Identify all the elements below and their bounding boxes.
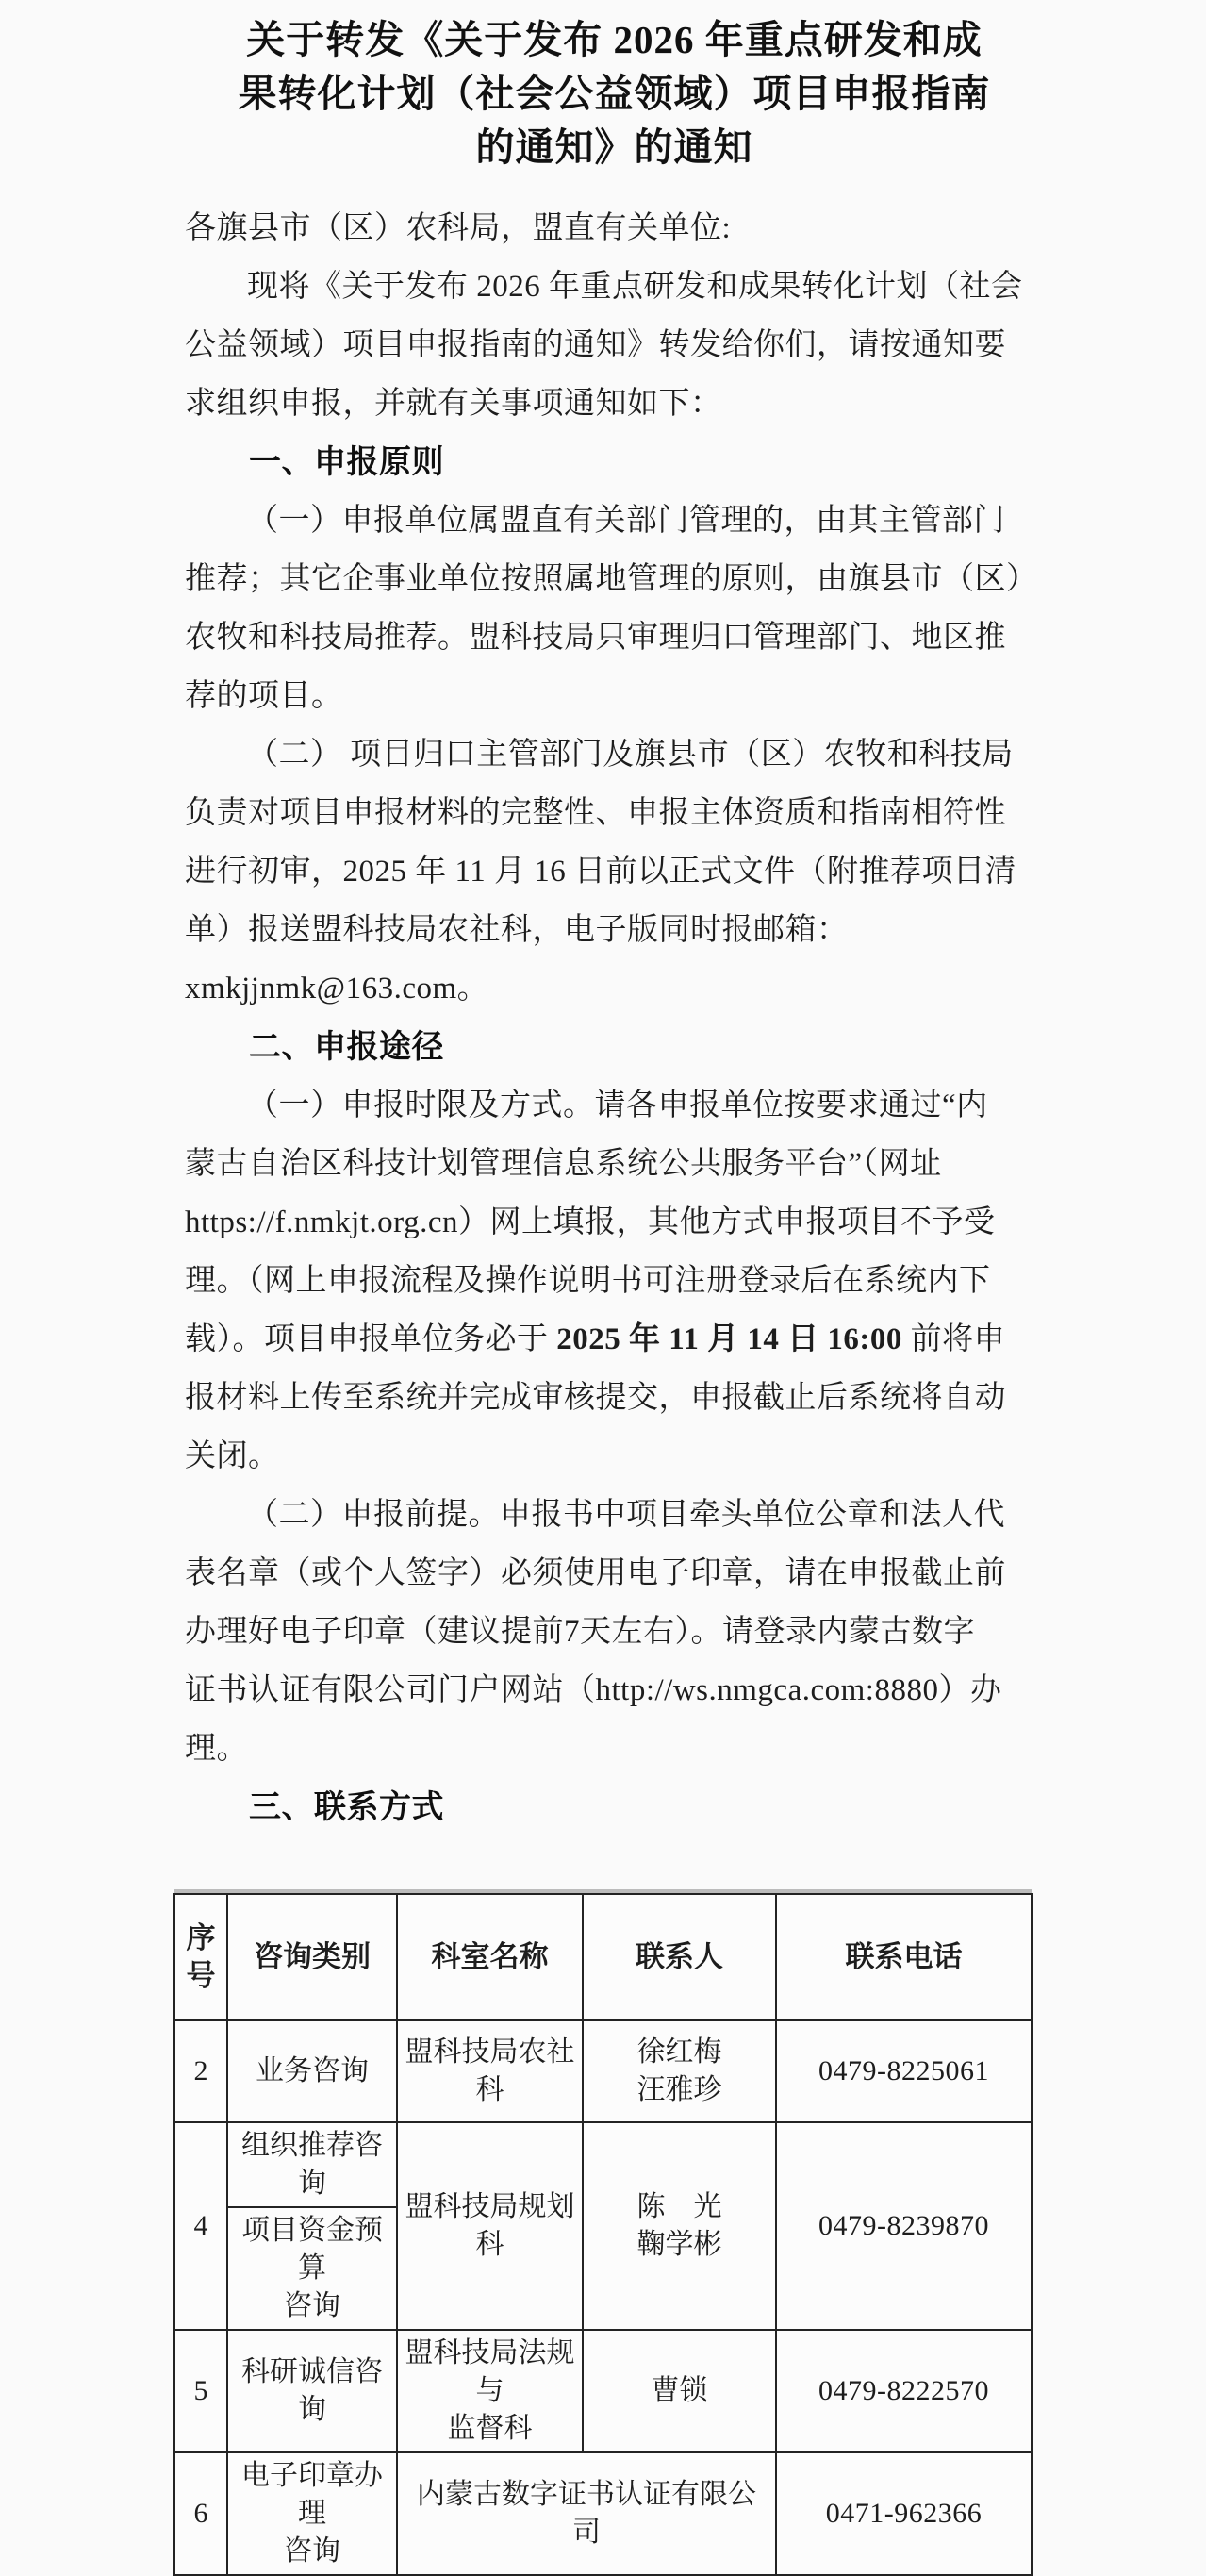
section-2-heading: 二、申报途径 xyxy=(249,1028,444,1066)
cell-office-merged: 内蒙古数字证书认证有限公司 xyxy=(397,2452,776,2575)
cell-phone: 0479-8225061 xyxy=(776,2020,1032,2122)
header-contact: 联系人 xyxy=(583,1894,776,2020)
cell-seq: 5 xyxy=(174,2330,227,2452)
cell-category-lower: 项目资金预算 咨询 xyxy=(227,2207,397,2330)
document-title: 关于转发《关于发布 2026 年重点研发和成 果转化计划（社会公益领域）项目申报指南 的通知》的通知 xyxy=(238,18,991,169)
table-header-row xyxy=(174,1894,1032,2020)
cell-category: 科研诚信咨询 xyxy=(227,2330,397,2452)
cell-seq: 2 xyxy=(174,2020,227,2122)
cell-category: 电子印章办理 咨询 xyxy=(227,2452,397,2575)
cell-office: 盟科技局农社科 xyxy=(397,2020,583,2122)
cell-phone: 0471-962366 xyxy=(776,2452,1032,2575)
header-category: 咨询类别 xyxy=(227,1894,397,2020)
contact-table xyxy=(173,1893,1033,2576)
section-1-item-2: （二） 项目归口主管部门及旗县市（区）农牧和科技局 负责对项目申报材料的完整性、申报主体资质和指南相符性 进行初审，2025 年 11 月 16 日前以正式文件（附推荐项目清 单）报送盟科技局农社科，电子版同时报邮箱： xmkjjnmk@163.com。 xyxy=(185,738,1017,1005)
intro-paragraph: 现将《关于发布 2026 年重点研发和成果转化计划（社会 公益领域）项目申报指南的通知》转发给你们，请按通知要 求组织申报，并就有关事项通知如下： xyxy=(185,270,1023,421)
section-3-heading: 三、联系方式 xyxy=(249,1788,444,1826)
cell-phone: 0479-8239870 xyxy=(776,2122,1032,2330)
cell-seq: 6 xyxy=(174,2452,227,2575)
header-seq: 序 号 xyxy=(174,1894,227,2020)
table-row xyxy=(174,2452,1032,2575)
cell-seq: 4 xyxy=(174,2122,227,2330)
section-2-item-1: （一）申报时限及方式。请各申报单位按要求通过“内 蒙古自治区科技计划管理信息系统公共服务平台”（网址 https://f.nmkjt.org.cn）网上填报，其他方式申报项目不予受 理。（网上申报流程及操作说明书可注册登录后在系统内下 载）。项目申报单位务必于 2025 年 11 月 14 日 16:00 前将申 报材料上传至系统并完成审核提交，申报截止后系统将自动 关闭。 xyxy=(185,1089,1006,1473)
section-2-item-2: （二）申报前提。申报书中项目牵头单位公章和法人代 表名章（或个人签字）必须使用电子印章，请在申报截止前 办理好电子印章（建议提前7天左右）。请登录内蒙古数字 证书认证有限公司门户网站（http://ws.nmgca.com:8880）办 理。 xyxy=(185,1498,1006,1766)
cell-phone: 0479-8222570 xyxy=(776,2330,1032,2452)
cell-office: 盟科技局法规与 监督科 xyxy=(397,2330,583,2452)
table-row xyxy=(174,2330,1032,2452)
cell-contact: 徐红梅 汪雅珍 xyxy=(583,2020,776,2122)
cell-contact: 陈 光 鞠学彬 xyxy=(583,2122,776,2330)
cell-category: 业务咨询 xyxy=(227,2020,397,2122)
section-1-item-1: （一）申报单位属盟直有关部门管理的，由其主管部门 推荐；其它企事业单位按照属地管理的原则，由旗县市（区） 农牧和科技局推荐。盟科技局只审理归口管理部门、地区推 荐的项目。 xyxy=(185,504,1038,713)
header-phone: 联系电话 xyxy=(776,1894,1032,2020)
table-row xyxy=(174,2122,1032,2207)
cell-office: 盟科技局规划科 xyxy=(397,2122,583,2330)
cell-contact: 曹锁 xyxy=(583,2330,776,2452)
table-row xyxy=(174,2020,1032,2122)
salutation-line: 各旗县市（区）农科局，盟直有关单位: xyxy=(185,211,732,245)
cell-category-upper: 组织推荐咨询 xyxy=(227,2122,397,2207)
header-office: 科室名称 xyxy=(397,1894,583,2020)
section-1-heading: 一、申报原则 xyxy=(249,443,444,481)
